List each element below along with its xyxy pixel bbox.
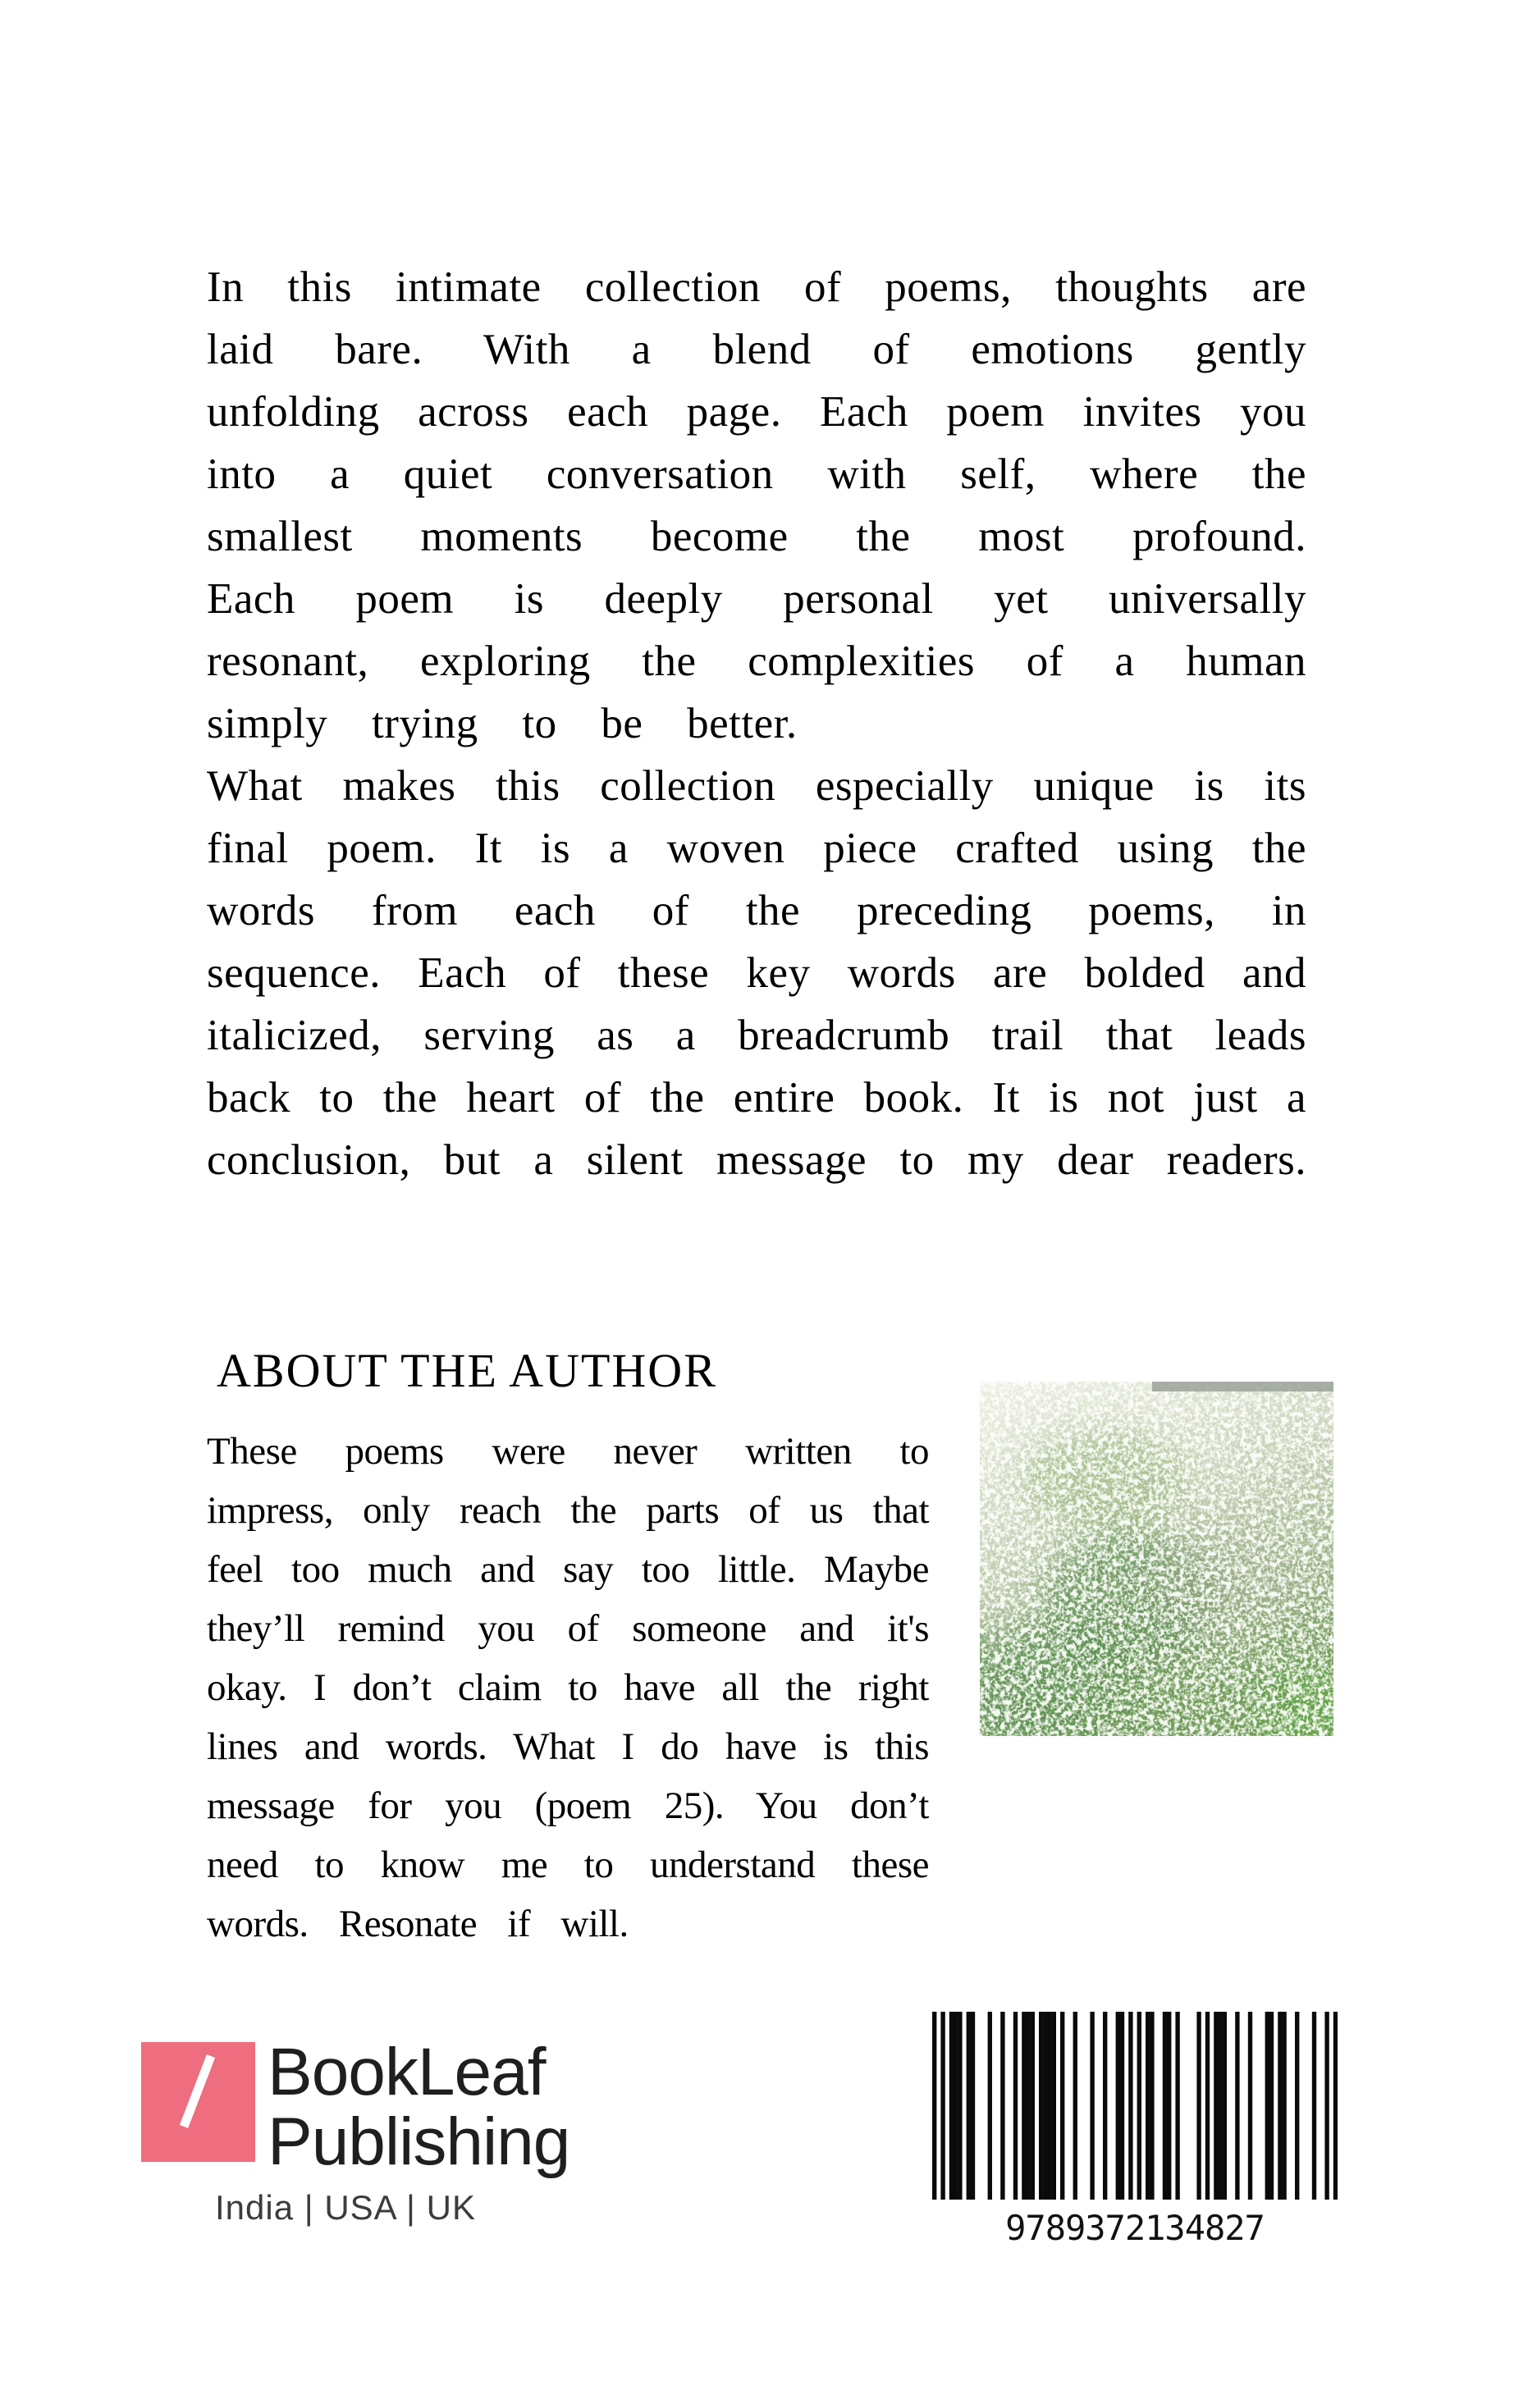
blurb-line: Each poem is deeply personal yet universally <box>207 575 1306 623</box>
blurb-line: simply trying to be better. <box>207 700 798 747</box>
slash-icon <box>180 2054 215 2128</box>
flower-photo-graphic <box>980 1382 1333 1736</box>
blurb-line: final poem. It is a woven piece crafted using the <box>207 825 1306 872</box>
blurb-line: sequence. Each of these key words are bolded and <box>207 949 1306 997</box>
back-cover-blurb <box>207 256 1306 1191</box>
bio-line: impress, only reach the parts of us that <box>207 1489 929 1532</box>
bookleaf-logo-mark <box>141 2042 255 2162</box>
blurb-line: What makes this collection especially unique is its <box>207 762 1306 810</box>
bio-line: These poems were never written to <box>207 1430 929 1473</box>
about-the-author-heading: ABOUT THE AUTHOR <box>217 1344 717 1397</box>
barcode-svg <box>932 2012 1338 2200</box>
isbn-number: 9789372134827 <box>1005 2208 1265 2248</box>
blurb-line: words from each of the preceding poems, in <box>207 887 1306 934</box>
bio-line: message for you (poem 25). You don’t <box>207 1784 929 1827</box>
publisher-name-line2: Publishing <box>268 2104 570 2179</box>
blurb-line: resonant, exploring the complexities of a human <box>207 637 1306 685</box>
publisher-regions: India | USA | UK <box>215 2188 476 2227</box>
blurb-line: laid bare. With a blend of emotions gently <box>207 326 1306 373</box>
blurb-line: conclusion, but a silent message to my dear readers. <box>207 1136 1306 1184</box>
publisher-name-line1: BookLeaf <box>268 2035 546 2109</box>
blurb-line: into a quiet conversation with self, where the <box>207 450 1306 498</box>
bio-line: words. Resonate if will. <box>207 1903 629 1945</box>
blurb-line: In this intimate collection of poems, thoughts are <box>207 263 1306 311</box>
author-photo <box>980 1382 1333 1736</box>
author-bio <box>207 1422 929 1953</box>
bio-line: okay. I don’t claim to have all the right <box>207 1666 929 1709</box>
bio-line: feel too much and say too little. Maybe <box>207 1548 929 1591</box>
bio-line: they’ll remind you of someone and it's <box>207 1607 929 1650</box>
bio-line: lines and words. What I do have is this <box>207 1725 929 1768</box>
publisher-name <box>268 2037 569 2177</box>
blurb-line: italicized, serving as a breadcrumb trail that leads <box>207 1012 1306 1059</box>
blurb-line: back to the heart of the entire book. It is not just a <box>207 1074 1306 1122</box>
blurb-line: smallest moments become the most profound. <box>207 513 1306 560</box>
bio-line: need to know me to understand these <box>207 1844 929 1886</box>
blurb-line: unfolding across each page. Each poem invites you <box>207 388 1306 436</box>
